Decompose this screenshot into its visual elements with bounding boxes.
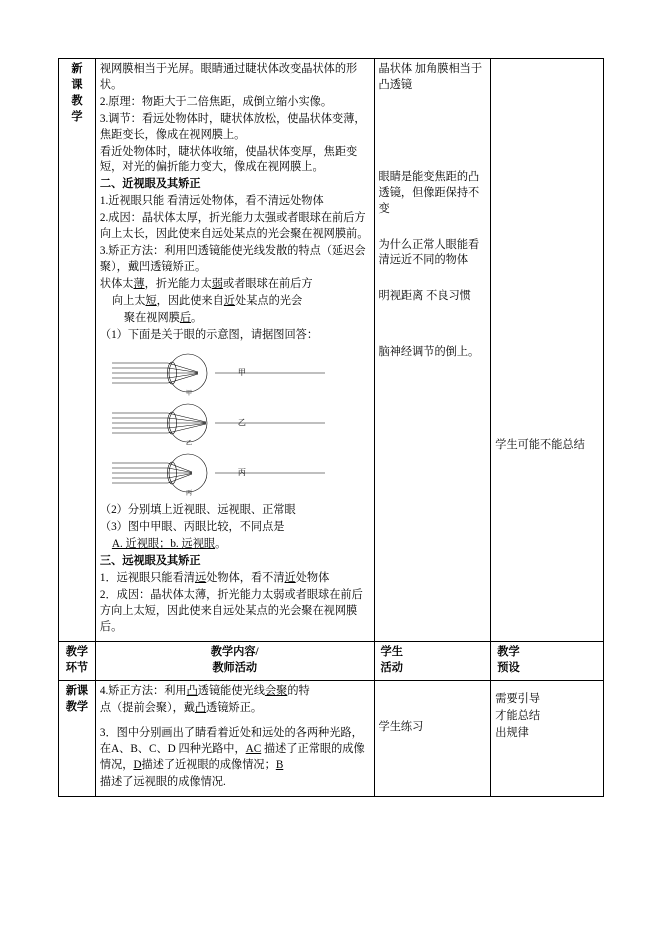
header-line: 环节 <box>65 661 89 674</box>
label-line: 教 <box>71 94 83 107</box>
eye-diagram-bing <box>110 451 370 497</box>
blank-answer: D <box>133 759 142 772</box>
heading-farsighted: 三、远视眼及其矫正 <box>99 555 201 568</box>
header-line: 活动 <box>380 661 403 674</box>
section2-preset-cell <box>491 681 604 796</box>
note-line: 晶状体 加角膜相当于凸透镜 <box>378 63 483 91</box>
section-label-new-lesson <box>59 59 96 642</box>
fig-side-label: 丙 <box>237 468 246 478</box>
section-label-new-lesson-2 <box>59 681 96 796</box>
eye-ray-diagram-icon <box>110 451 340 497</box>
text: 处物体 <box>295 572 330 585</box>
exercise-3 <box>100 726 370 774</box>
lesson-plan-table <box>58 58 604 797</box>
header-teaching-preset <box>491 641 604 681</box>
paragraph: 2.原理：物距大于二倍焦距，成倒立缩小实像。 <box>99 95 333 108</box>
question-2: （2）分别填上近视眼、远视眼、正常眼 <box>99 504 296 517</box>
student-activity-note: 学生练习 <box>378 721 424 734</box>
blank-answer: AC <box>245 743 262 756</box>
section1-notes-cell <box>374 59 491 642</box>
text: 处物体，看不清 <box>206 572 285 585</box>
fig-side-label: 乙 <box>237 418 246 428</box>
table-header-row <box>59 641 604 681</box>
heading-nearsighted: 二、近视眼及其矫正 <box>99 178 201 191</box>
paragraph: 3.矫正方法：利用凹透镜能使光线发散的特点（延迟会聚），戴凹透镜矫正。 <box>99 244 366 273</box>
eye-ray-diagram-icon <box>110 351 340 397</box>
label-line: 学 <box>71 110 83 123</box>
preset-note: 出规律 <box>495 727 529 740</box>
header-line: 教学 <box>65 645 89 658</box>
eye-diagram-yi <box>110 401 370 447</box>
section2-student-cell <box>374 681 491 796</box>
text: 或者眼球在前后方 <box>223 277 313 290</box>
header-line: 教学 <box>497 645 520 658</box>
text: 处某点的光会 <box>235 294 303 307</box>
text: 3．图中分别画出了睛看着近处和远处的各两种光路，在A、B、C、D 四种光路中， <box>99 727 363 756</box>
paragraph: 3.调节：看远处物体时，睫状体放松，使晶状体变薄，焦距变长，像成在视网膜上。 <box>99 112 366 141</box>
paragraph: 看近处物体时，睫状体收缩，使晶状体变厚，焦距变短，对光的偏折能力变大，像成在视网膜上。 <box>99 145 358 174</box>
text: 的特 <box>287 685 310 698</box>
paragraph-farsighted-2: 2．成因：晶状体太薄，折光能力太弱或者眼球在前后方向上太短，因此使来自远处某点的光会聚在视网膜后。 <box>99 588 363 633</box>
text: 状体太 <box>99 277 134 290</box>
section1-content-cell <box>95 59 374 642</box>
text: 4.矫正方法：利用 <box>99 685 187 698</box>
blank-answer: 会聚 <box>264 685 288 698</box>
text: 。 <box>191 311 203 324</box>
blank-answer: 凸 <box>194 702 207 715</box>
text: 向上太 <box>111 294 146 307</box>
header-line: 学生 <box>380 645 403 658</box>
header-line: 教师活动 <box>212 661 258 674</box>
eye-ray-diagram-icon <box>110 401 340 447</box>
text: 1．远视眼只能看清 <box>99 572 195 585</box>
fill-in-line-2 <box>100 294 370 310</box>
section1-preset-cell <box>491 59 604 642</box>
question-1: （1）下面是关于眼的示意图，请据图回答： <box>99 328 319 341</box>
text: 聚在视网膜 <box>123 311 180 324</box>
blank-answer: 凸 <box>186 685 198 698</box>
note-line: 明视距离 不良习惯 <box>378 290 471 303</box>
paragraph: 1.近视眼只能 看清远处物体，看不清远处物体 <box>99 195 324 208</box>
note-line: 眼睛是能变焦距的凸透镜，但像距保持不变 <box>378 170 480 215</box>
text: 透镜矫正。 <box>206 702 263 715</box>
label-line: 教学 <box>65 701 89 714</box>
note-line: 为什么正常人眼能看清远近不同的物体 <box>378 238 480 267</box>
text: 。 <box>215 538 227 551</box>
header-line: 预设 <box>497 661 520 674</box>
eye-diagram-group <box>100 351 370 497</box>
label-line: 课 <box>71 78 83 91</box>
text: ，折光能力太 <box>144 277 212 290</box>
fill-in-line-3 <box>100 311 370 327</box>
document-page <box>58 58 604 797</box>
blank-answer: 后 <box>179 311 192 324</box>
preset-note: 需要引导 <box>495 693 541 706</box>
label-line: 新课 <box>65 685 89 698</box>
blank-answer: 弱 <box>211 277 223 290</box>
correction-method-line-2 <box>100 701 370 717</box>
blank-answer: 近 <box>223 294 235 307</box>
svg-text:乙: 乙 <box>185 441 192 448</box>
svg-text:丙: 丙 <box>185 491 192 498</box>
table-row-section1 <box>59 59 604 642</box>
preset-note: 学生可能不能总结 <box>495 439 585 451</box>
preset-note: 才能总结 <box>495 710 541 723</box>
text: 描述了近视眼的成像情况； <box>141 759 276 772</box>
fill-in-line-1 <box>100 277 370 293</box>
text: 点（提前会聚），戴 <box>99 702 195 715</box>
exercise-3-cont: 描述了远视眼的成像情况. <box>99 776 226 788</box>
section2-content-cell <box>95 681 374 796</box>
text: 透镜能使光线 <box>197 685 265 698</box>
header-line: 教学内容/ <box>210 645 259 658</box>
svg-text:甲: 甲 <box>185 391 192 398</box>
header-student-activity <box>374 641 491 681</box>
fig-side-label: 甲 <box>237 368 246 378</box>
header-teaching-step <box>59 641 96 681</box>
note-line: 脑神经调节的倒上。 <box>378 346 480 359</box>
blank-answer: 短 <box>145 294 157 307</box>
answer-a: A. 近视眼 <box>111 538 160 551</box>
paragraph-farsighted-1 <box>100 571 370 587</box>
table-row-section2 <box>59 681 604 796</box>
paragraph: 视网膜相当于光屏。眼睛通过睫状体改变晶状体的形状。 <box>99 63 358 91</box>
question-3-answers <box>100 537 370 553</box>
blank-answer: 近 <box>284 572 296 585</box>
header-teaching-content <box>95 641 374 681</box>
blank-answer: 薄 <box>133 277 145 290</box>
correction-method-line-1 <box>100 684 370 700</box>
blank-answer: B <box>275 759 284 772</box>
blank-answer: 远 <box>194 572 207 585</box>
label-line: 新 <box>71 63 83 75</box>
text: 描述了正常眼的成像情况， <box>99 743 365 772</box>
text: ，因此使来自 <box>156 294 224 307</box>
paragraph: 2.成因：晶状体太厚，折光能力太强或者眼球在前后方向上太长，因此使来自远处某点的光会聚在视网膜前。 <box>99 212 369 241</box>
answer-b: ；b. 远视眼 <box>159 538 216 551</box>
question-3: （3）图中甲眼、丙眼比较，不同点是 <box>99 521 285 534</box>
eye-diagram-jia <box>110 351 370 397</box>
